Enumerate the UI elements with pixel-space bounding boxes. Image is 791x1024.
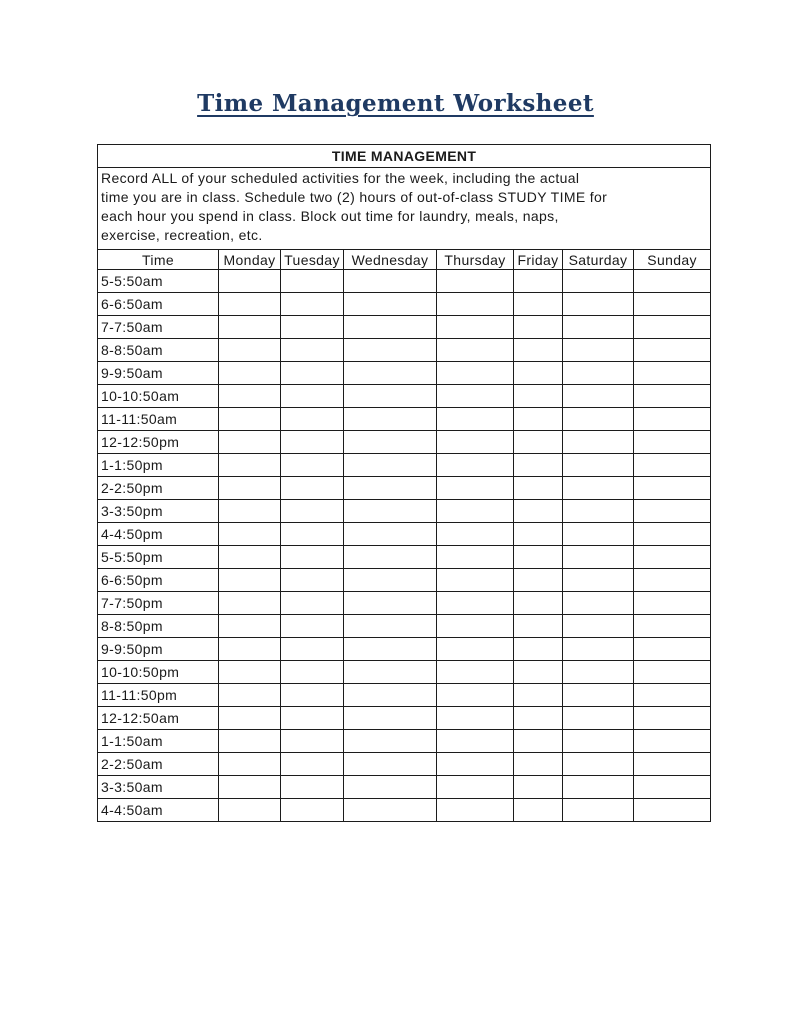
time-slot-label: 7-7:50am xyxy=(98,316,219,339)
schedule-cell xyxy=(437,684,514,707)
schedule-cell xyxy=(281,730,344,753)
time-slot-label: 3-3:50am xyxy=(98,776,219,799)
column-header-time: Time xyxy=(98,250,219,270)
time-slot-label: 9-9:50pm xyxy=(98,638,219,661)
table-row xyxy=(98,408,711,431)
schedule-cell xyxy=(634,638,711,661)
schedule-cell xyxy=(281,638,344,661)
schedule-cell xyxy=(219,500,281,523)
schedule-cell xyxy=(281,500,344,523)
schedule-cell xyxy=(514,569,563,592)
time-slot-label: 10-10:50pm xyxy=(98,661,219,684)
schedule-cell xyxy=(344,684,437,707)
schedule-cell xyxy=(281,776,344,799)
time-slot-label: 2-2:50am xyxy=(98,753,219,776)
time-slot-label: 11-11:50am xyxy=(98,408,219,431)
schedule-cell xyxy=(219,753,281,776)
schedule-cell xyxy=(281,477,344,500)
schedule-cell xyxy=(437,753,514,776)
schedule-cell xyxy=(634,477,711,500)
schedule-cell xyxy=(437,454,514,477)
column-header-sunday: Sunday xyxy=(634,250,711,270)
schedule-cell xyxy=(514,316,563,339)
schedule-cell xyxy=(563,316,634,339)
table-row xyxy=(98,799,711,822)
table-row xyxy=(98,293,711,316)
schedule-cell xyxy=(634,339,711,362)
table-row xyxy=(98,592,711,615)
schedule-cell xyxy=(437,546,514,569)
schedule-cell xyxy=(344,431,437,454)
schedule-cell xyxy=(514,546,563,569)
schedule-cell xyxy=(219,799,281,822)
table-row xyxy=(98,339,711,362)
table-row xyxy=(98,615,711,638)
schedule-cell xyxy=(634,408,711,431)
schedule-cell xyxy=(514,753,563,776)
schedule-cell xyxy=(344,753,437,776)
schedule-cell xyxy=(344,615,437,638)
schedule-cell xyxy=(437,477,514,500)
page-title: Time Management Worksheet xyxy=(197,90,594,117)
schedule-cell xyxy=(634,569,711,592)
schedule-cell xyxy=(437,408,514,431)
table-row xyxy=(98,776,711,799)
column-header-saturday: Saturday xyxy=(563,250,634,270)
table-row xyxy=(98,454,711,477)
time-management-table xyxy=(97,144,711,822)
table-row xyxy=(98,753,711,776)
table-row xyxy=(98,385,711,408)
time-slot-label: 6-6:50pm xyxy=(98,569,219,592)
schedule-cell xyxy=(219,270,281,293)
schedule-cell xyxy=(514,730,563,753)
table-row xyxy=(98,661,711,684)
schedule-cell xyxy=(563,546,634,569)
schedule-cell xyxy=(344,454,437,477)
time-slot-label: 7-7:50pm xyxy=(98,592,219,615)
schedule-cell xyxy=(219,408,281,431)
schedule-cell xyxy=(281,592,344,615)
schedule-cell xyxy=(563,408,634,431)
schedule-cell xyxy=(437,569,514,592)
schedule-cell xyxy=(344,500,437,523)
table-row xyxy=(98,316,711,339)
table-row xyxy=(98,270,711,293)
schedule-cell xyxy=(563,776,634,799)
schedule-cell xyxy=(437,316,514,339)
schedule-cell xyxy=(634,385,711,408)
schedule-cell xyxy=(634,707,711,730)
schedule-cell xyxy=(344,523,437,546)
instructions-line: each hour you spend in class. Block out time for laundry, meals, naps, xyxy=(101,208,559,224)
instructions-row xyxy=(98,168,711,250)
schedule-cell xyxy=(514,684,563,707)
time-slot-label: 3-3:50pm xyxy=(98,500,219,523)
table-row xyxy=(98,500,711,523)
schedule-cell xyxy=(563,569,634,592)
schedule-cell xyxy=(344,293,437,316)
schedule-cell xyxy=(437,293,514,316)
schedule-cell xyxy=(437,431,514,454)
schedule-cell xyxy=(514,661,563,684)
schedule-cell xyxy=(437,362,514,385)
schedule-cell xyxy=(281,408,344,431)
schedule-cell xyxy=(634,270,711,293)
time-slot-label: 1-1:50am xyxy=(98,730,219,753)
schedule-cell xyxy=(219,592,281,615)
schedule-cell xyxy=(344,477,437,500)
schedule-cell xyxy=(563,615,634,638)
schedule-cell xyxy=(344,730,437,753)
schedule-cell xyxy=(514,362,563,385)
schedule-cell xyxy=(514,293,563,316)
schedule-cell xyxy=(219,730,281,753)
schedule-cell xyxy=(437,339,514,362)
time-slot-label: 2-2:50pm xyxy=(98,477,219,500)
schedule-cell xyxy=(281,546,344,569)
table-row xyxy=(98,730,711,753)
schedule-cell xyxy=(514,592,563,615)
schedule-cell xyxy=(437,661,514,684)
time-slot-label: 6-6:50am xyxy=(98,293,219,316)
time-slot-label: 12-12:50pm xyxy=(98,431,219,454)
schedule-cell xyxy=(219,477,281,500)
schedule-cell xyxy=(437,270,514,293)
schedule-cell xyxy=(281,799,344,822)
time-slot-label: 10-10:50am xyxy=(98,385,219,408)
schedule-cell xyxy=(437,776,514,799)
table-row xyxy=(98,431,711,454)
schedule-cell xyxy=(514,776,563,799)
schedule-cell xyxy=(344,408,437,431)
schedule-cell xyxy=(514,385,563,408)
schedule-cell xyxy=(281,707,344,730)
schedule-cell xyxy=(634,362,711,385)
schedule-cell xyxy=(634,431,711,454)
schedule-cell xyxy=(634,661,711,684)
schedule-cell xyxy=(219,615,281,638)
instructions-line: Record ALL of your scheduled activities for the week, including the actual xyxy=(101,170,580,186)
schedule-cell xyxy=(219,661,281,684)
schedule-cell xyxy=(281,615,344,638)
schedule-cell xyxy=(437,592,514,615)
schedule-cell xyxy=(219,546,281,569)
schedule-cell xyxy=(437,707,514,730)
schedule-cell xyxy=(344,270,437,293)
schedule-cell xyxy=(514,707,563,730)
schedule-cell xyxy=(563,362,634,385)
schedule-cell xyxy=(563,730,634,753)
schedule-cell xyxy=(219,707,281,730)
schedule-cell xyxy=(563,592,634,615)
schedule-cell xyxy=(344,592,437,615)
schedule-cell xyxy=(514,500,563,523)
table-row xyxy=(98,707,711,730)
schedule-cell xyxy=(344,638,437,661)
schedule-cell xyxy=(634,293,711,316)
schedule-cell xyxy=(344,776,437,799)
schedule-cell xyxy=(563,753,634,776)
schedule-cell xyxy=(344,661,437,684)
time-slot-label: 12-12:50am xyxy=(98,707,219,730)
schedule-cell xyxy=(514,523,563,546)
schedule-cell xyxy=(563,661,634,684)
schedule-cell xyxy=(514,615,563,638)
time-slot-label: 8-8:50pm xyxy=(98,615,219,638)
schedule-cell xyxy=(219,339,281,362)
schedule-cell xyxy=(219,362,281,385)
schedule-cell xyxy=(344,546,437,569)
schedule-cell xyxy=(563,638,634,661)
time-slot-label: 5-5:50am xyxy=(98,270,219,293)
column-header-monday: Monday xyxy=(219,250,281,270)
schedule-cell xyxy=(437,730,514,753)
schedule-cell xyxy=(563,477,634,500)
table-row xyxy=(98,546,711,569)
schedule-cell xyxy=(514,339,563,362)
schedule-cell xyxy=(219,454,281,477)
table-instructions xyxy=(98,168,711,250)
schedule-cell xyxy=(563,385,634,408)
schedule-cell xyxy=(219,638,281,661)
schedule-cell xyxy=(634,730,711,753)
instructions-line: time you are in class. Schedule two (2) hours of out-of-class STUDY TIME for xyxy=(101,189,608,205)
schedule-cell xyxy=(634,776,711,799)
schedule-cell xyxy=(219,684,281,707)
time-slot-label: 9-9:50am xyxy=(98,362,219,385)
time-slot-label: 4-4:50pm xyxy=(98,523,219,546)
schedule-cell xyxy=(514,408,563,431)
schedule-cell xyxy=(563,684,634,707)
schedule-cell xyxy=(563,454,634,477)
schedule-cell xyxy=(634,799,711,822)
schedule-cell xyxy=(437,638,514,661)
time-slot-label: 8-8:50am xyxy=(98,339,219,362)
column-header-wednesday: Wednesday xyxy=(344,250,437,270)
schedule-cell xyxy=(281,270,344,293)
schedule-cell xyxy=(634,615,711,638)
time-slot-label: 11-11:50pm xyxy=(98,684,219,707)
schedule-cell xyxy=(563,523,634,546)
table-row xyxy=(98,684,711,707)
schedule-cell xyxy=(634,753,711,776)
schedule-cell xyxy=(634,592,711,615)
schedule-cell xyxy=(281,385,344,408)
table-header: TIME MANAGEMENT xyxy=(98,145,711,168)
schedule-cell xyxy=(634,684,711,707)
schedule-cell xyxy=(219,385,281,408)
schedule-cell xyxy=(344,316,437,339)
schedule-cell xyxy=(281,454,344,477)
schedule-cell xyxy=(563,293,634,316)
schedule-cell xyxy=(219,569,281,592)
schedule-cell xyxy=(514,431,563,454)
schedule-cell xyxy=(514,799,563,822)
schedule-cell xyxy=(563,707,634,730)
table-row xyxy=(98,362,711,385)
schedule-cell xyxy=(437,385,514,408)
schedule-cell xyxy=(634,316,711,339)
schedule-cell xyxy=(514,638,563,661)
schedule-cell xyxy=(281,523,344,546)
schedule-cell xyxy=(563,339,634,362)
schedule-cell xyxy=(514,270,563,293)
column-header-row xyxy=(98,250,711,270)
schedule-cell xyxy=(634,500,711,523)
schedule-cell xyxy=(281,316,344,339)
column-header-friday: Friday xyxy=(514,250,563,270)
schedule-cell xyxy=(563,431,634,454)
schedule-cell xyxy=(281,753,344,776)
schedule-cell xyxy=(344,339,437,362)
schedule-cell xyxy=(219,316,281,339)
schedule-cell xyxy=(634,546,711,569)
schedule-cell xyxy=(219,293,281,316)
schedule-cell xyxy=(344,569,437,592)
table-header-row xyxy=(98,145,711,168)
table-row xyxy=(98,638,711,661)
schedule-cell xyxy=(344,799,437,822)
schedule-cell xyxy=(437,500,514,523)
table-row xyxy=(98,569,711,592)
column-header-thursday: Thursday xyxy=(437,250,514,270)
schedule-cell xyxy=(281,339,344,362)
table-row xyxy=(98,523,711,546)
schedule-cell xyxy=(634,454,711,477)
schedule-cell xyxy=(344,385,437,408)
schedule-cell xyxy=(634,523,711,546)
time-slot-label: 5-5:50pm xyxy=(98,546,219,569)
schedule-cell xyxy=(281,684,344,707)
schedule-cell xyxy=(563,270,634,293)
schedule-cell xyxy=(437,523,514,546)
table-row xyxy=(98,477,711,500)
schedule-cell xyxy=(344,707,437,730)
schedule-cell xyxy=(437,799,514,822)
schedule-cell xyxy=(563,799,634,822)
schedule-cell xyxy=(514,454,563,477)
time-slot-label: 4-4:50am xyxy=(98,799,219,822)
schedule-cell xyxy=(281,569,344,592)
instructions-line: exercise, recreation, etc. xyxy=(101,227,263,243)
schedule-cell xyxy=(344,362,437,385)
schedule-cell xyxy=(219,431,281,454)
schedule-cell xyxy=(281,431,344,454)
time-slot-label: 1-1:50pm xyxy=(98,454,219,477)
schedule-cell xyxy=(219,523,281,546)
schedule-cell xyxy=(563,500,634,523)
schedule-cell xyxy=(281,661,344,684)
schedule-cell xyxy=(281,362,344,385)
schedule-cell xyxy=(514,477,563,500)
schedule-cell xyxy=(437,615,514,638)
column-header-tuesday: Tuesday xyxy=(281,250,344,270)
schedule-cell xyxy=(281,293,344,316)
schedule-cell xyxy=(219,776,281,799)
